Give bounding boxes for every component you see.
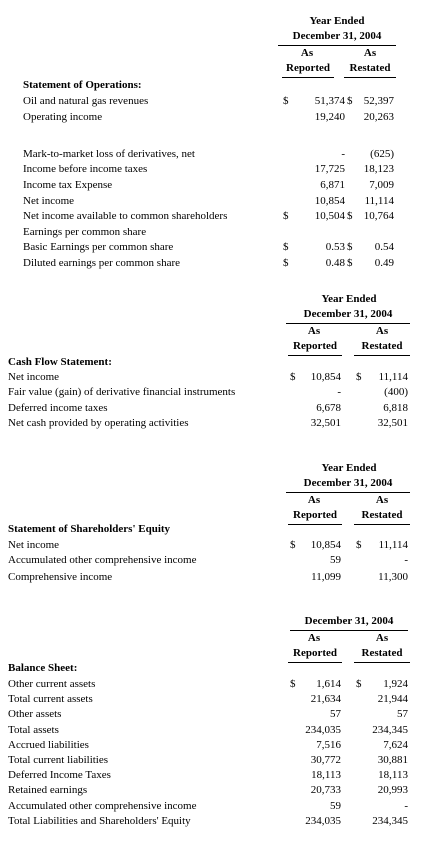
restated-value: 20,263: [363, 110, 394, 123]
column-header-period: Year Ended: [309, 15, 365, 27]
table-row: [0, 783, 432, 798]
row-label: Total current assets: [8, 693, 93, 706]
table-row: [0, 256, 432, 271]
row-label: Other current assets: [8, 678, 96, 690]
restated-value: 11,114: [364, 194, 394, 207]
table-row: [0, 147, 432, 162]
column-header-as: As: [300, 47, 314, 59]
reported-dollar-sign: $: [283, 241, 289, 254]
row-label: Basic Earnings per common share: [23, 241, 174, 254]
column-header-restated: Restated: [344, 61, 396, 78]
reported-value: 59: [330, 799, 341, 812]
section-title: Balance Sheet:: [8, 662, 78, 674]
restated-value: 11,300: [378, 570, 408, 583]
table-row: [0, 225, 432, 240]
table-row: [0, 385, 432, 400]
column-header-as: As: [307, 325, 321, 337]
restated-value: 10,764: [363, 210, 394, 223]
reported-value: 10,854: [314, 194, 345, 207]
reported-value: 10,504: [314, 210, 345, 223]
reported-value: 59: [330, 554, 341, 567]
row-label: Net income: [8, 371, 60, 383]
column-header-as: As: [375, 494, 389, 506]
reported-value: 57: [330, 708, 341, 721]
restated-value: 21,944: [377, 693, 408, 706]
reported-value: 11,099: [311, 570, 341, 583]
restated-value: 1,924: [383, 678, 408, 690]
reported-value: -: [341, 147, 345, 160]
column-header-reported: Reported: [282, 61, 334, 78]
column-header-as: As: [375, 325, 389, 337]
row-label: Accumulated other comprehensive income: [8, 554, 197, 567]
restated-value: 52,397: [363, 95, 394, 107]
restated-value: 18,113: [378, 769, 408, 782]
reported-value: 10,854: [310, 371, 341, 383]
table-row: [0, 538, 432, 553]
table-row: [0, 178, 432, 193]
row-label: Total Liabilities and Shareholders' Equity: [8, 814, 191, 827]
table-row: [0, 799, 432, 814]
table-row: [0, 240, 432, 255]
column-header-reported: Reported: [288, 646, 342, 663]
row-label: Earnings per common share: [23, 225, 147, 238]
reported-value: 0.53: [325, 241, 345, 254]
column-header-as: As: [307, 494, 321, 506]
restated-dollar-sign: $: [356, 678, 362, 690]
row-label: Diluted earnings per common share: [23, 257, 181, 269]
reported-value: 30,772: [310, 754, 341, 766]
reported-value: 234,035: [305, 723, 341, 736]
row-label: Accumulated other comprehensive income: [8, 799, 197, 812]
row-label: Fair value (gain) of derivative financial instruments: [8, 386, 236, 399]
restated-value: 6,818: [383, 401, 408, 414]
table-row: [0, 753, 432, 768]
reported-dollar-sign: $: [283, 210, 289, 223]
reported-dollar-sign: $: [283, 257, 289, 269]
table-row: [0, 194, 432, 209]
reported-dollar-sign: $: [290, 371, 296, 383]
restated-value: 11,114: [378, 371, 408, 383]
column-header-date: December 31, 2004: [286, 476, 410, 493]
table-row: [0, 94, 432, 109]
restated-value: -: [404, 554, 408, 567]
section-title: Statement of Operations:: [23, 79, 142, 91]
restated-value: 18,123: [363, 163, 394, 176]
column-header-restated: Restated: [354, 646, 410, 663]
column-header-restated: Restated: [354, 339, 410, 356]
table-row: [0, 692, 432, 707]
table-row: [0, 110, 432, 125]
row-label: Accrued liabilities: [8, 738, 89, 751]
restated-value: (625): [370, 147, 394, 160]
column-header-reported: Reported: [288, 508, 342, 525]
restated-dollar-sign: $: [347, 95, 353, 107]
reported-value: 32,501: [310, 417, 341, 430]
restated-value: -: [404, 799, 408, 812]
reported-value: 19,240: [314, 110, 345, 123]
row-label: Comprehensive income: [8, 570, 113, 583]
restated-value: 57: [397, 708, 408, 721]
row-label: Net income: [23, 194, 75, 207]
restated-value: 0.49: [374, 257, 394, 269]
table-row: [0, 162, 432, 177]
reported-value: 234,035: [305, 814, 341, 827]
restated-value: 234,345: [372, 723, 408, 736]
reported-value: 18,113: [311, 769, 341, 782]
restated-value: 7,009: [369, 179, 394, 191]
restated-dollar-sign: $: [347, 241, 353, 254]
column-header-as: As: [363, 47, 377, 59]
restated-value: 11,114: [378, 539, 408, 551]
reported-value: 6,871: [320, 179, 345, 191]
reported-value: -: [337, 386, 341, 399]
column-header-period: Year Ended: [321, 293, 377, 305]
reported-value: 1,614: [316, 678, 341, 690]
reported-value: 51,374: [314, 95, 345, 107]
restated-dollar-sign: $: [356, 371, 362, 383]
row-label: Deferred Income Taxes: [8, 769, 111, 782]
restated-dollar-sign: $: [347, 257, 353, 269]
table-row: [0, 131, 432, 146]
row-label: Net income: [8, 539, 60, 551]
table-row: [0, 553, 432, 568]
row-label: Income tax Expense: [23, 179, 113, 191]
column-header-date: December 31, 2004: [290, 614, 408, 631]
row-label: Deferred income taxes: [8, 401, 108, 414]
restated-dollar-sign: $: [356, 539, 362, 551]
row-label: Oil and natural gas revenues: [23, 95, 149, 107]
column-header-period: Year Ended: [321, 462, 377, 474]
row-label: Other assets: [8, 708, 62, 721]
reported-value: 0.48: [325, 257, 345, 269]
row-label: Total assets: [8, 723, 59, 736]
row-label: Net cash provided by operating activities: [8, 417, 189, 430]
reported-value: 17,725: [314, 163, 345, 176]
restated-value: 234,345: [372, 814, 408, 827]
restated-value: 7,624: [383, 738, 408, 751]
row-label: Retained earnings: [8, 784, 88, 797]
table-row: [0, 768, 432, 783]
row-label: Mark-to-market loss of derivatives, net: [23, 147, 195, 160]
reported-value: 10,854: [310, 539, 341, 551]
row-label: Net income available to common shareholders: [23, 210, 228, 223]
table-row: [0, 677, 432, 692]
section-title: Cash Flow Statement:: [8, 356, 112, 368]
table-row: [0, 401, 432, 416]
section-title: Statement of Shareholders' Equity: [8, 523, 171, 535]
restated-value: 0.54: [374, 241, 394, 254]
reported-dollar-sign: $: [283, 95, 289, 107]
restated-dollar-sign: $: [347, 210, 353, 223]
row-label: Operating income: [23, 110, 103, 123]
column-header-date: December 31, 2004: [278, 29, 396, 46]
reported-value: 6,678: [316, 401, 341, 414]
reported-dollar-sign: $: [290, 678, 296, 690]
restated-value: 32,501: [377, 417, 408, 430]
column-header-date: December 31, 2004: [286, 307, 410, 324]
reported-value: 21,634: [310, 693, 341, 706]
restated-value: (400): [384, 386, 408, 399]
table-row: [0, 814, 432, 829]
table-row: [0, 209, 432, 224]
table-row: [0, 570, 432, 585]
table-row: [0, 370, 432, 385]
table-row: [0, 416, 432, 431]
reported-dollar-sign: $: [290, 539, 296, 551]
restated-value: 20,993: [377, 784, 408, 797]
restated-value: 30,881: [377, 754, 408, 766]
row-label: Total current liabilities: [8, 754, 109, 766]
column-header-reported: Reported: [288, 339, 342, 356]
reported-value: 20,733: [310, 784, 341, 797]
column-header-as: As: [307, 632, 321, 644]
row-label: Income before income taxes: [23, 163, 148, 176]
table-row: [0, 738, 432, 753]
column-header-restated: Restated: [354, 508, 410, 525]
column-header-as: As: [375, 632, 389, 644]
table-row: [0, 707, 432, 722]
reported-value: 7,516: [316, 738, 341, 751]
table-row: [0, 723, 432, 738]
